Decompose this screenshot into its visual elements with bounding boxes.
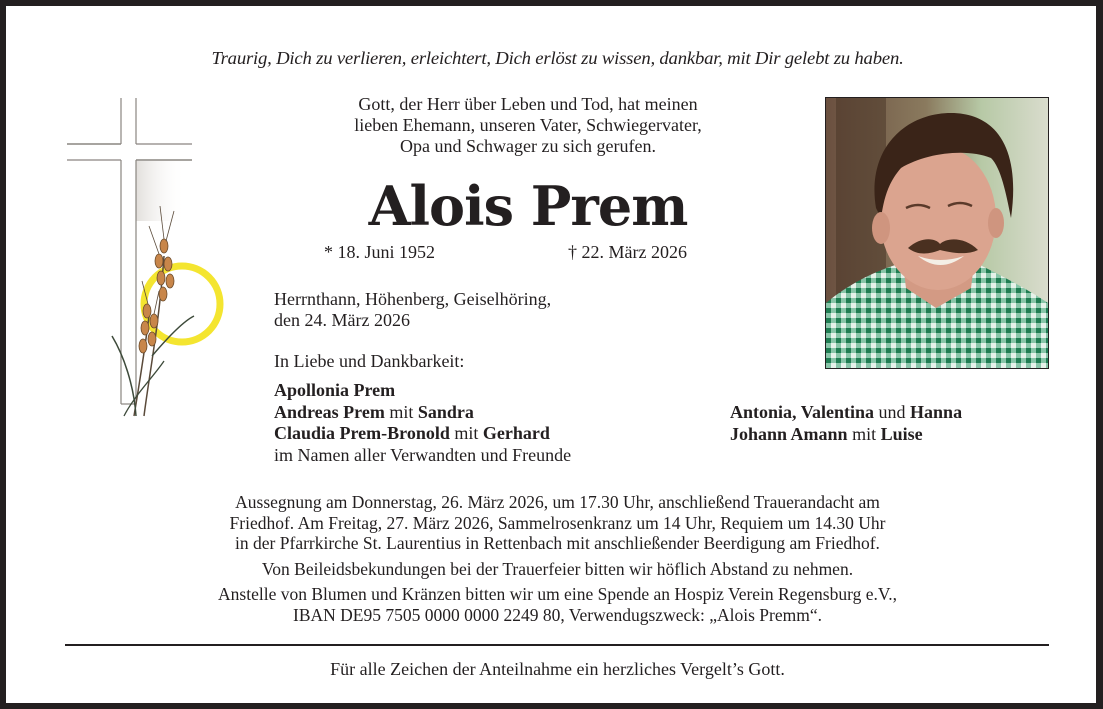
service-line: Aussegnung am Donnerstag, 26. März 2026, um 17.30 Uhr, anschließend Trauerandacht am bbox=[235, 492, 880, 512]
mourner-line bbox=[730, 402, 962, 424]
mourner-line bbox=[730, 424, 962, 446]
mourner-line bbox=[274, 402, 571, 424]
mourner-name: Apollonia Prem bbox=[274, 380, 396, 400]
mourner-name: Sandra bbox=[417, 401, 474, 422]
mourner-line bbox=[274, 423, 571, 445]
mourner-name: Claudia Prem-Bronold bbox=[274, 423, 450, 443]
service-line: Friedhof. Am Freitag, 27. März 2026, Sammelrosenkranz um 14 Uhr, Requiem um 14.30 Uhr bbox=[229, 512, 886, 533]
motto: Traurig, Dich zu verlieren, erleichtert, Dich erlöst zu wissen, dankbar, mit Dir gelebt zu haben. bbox=[211, 48, 904, 68]
mourner-name: Antonia, Valentina bbox=[730, 402, 875, 422]
service-line: in der Pfarrkirche St. Laurentius in Rettenbach mit anschließender Beerdigung am Friedhof. bbox=[235, 533, 880, 553]
mourner-name: Luise bbox=[880, 423, 923, 444]
birth-date: * 18. Juni 1952 bbox=[324, 242, 436, 262]
cross-with-wheat-icon bbox=[64, 96, 234, 426]
place-and-date bbox=[274, 289, 551, 331]
condolence-note: Von Beileidsbekundungen bei der Trauerfeier bitten wir höflich Abstand zu nehmen. bbox=[261, 558, 854, 579]
service-details bbox=[61, 492, 1054, 625]
mourner-line: im Namen aller Verwandten und Freunde bbox=[274, 444, 572, 465]
date-line: den 24. März 2026 bbox=[274, 310, 410, 330]
connector: mit bbox=[384, 401, 418, 422]
intro-text bbox=[268, 94, 788, 157]
connector: mit bbox=[847, 423, 881, 444]
love-line: In Liebe und Dankbarkeit: bbox=[274, 351, 465, 371]
deceased-name: Alois Prem bbox=[368, 174, 688, 238]
mourner-name: Hanna bbox=[910, 402, 963, 422]
mourners-left bbox=[274, 380, 571, 466]
portrait-photo bbox=[825, 97, 1049, 369]
intro-line: lieben Ehemann, unseren Vater, Schwiegervater, bbox=[354, 115, 702, 135]
donation-line: Anstelle von Blumen und Kränzen bitten wir um eine Spende an Hospiz Verein Regensburg e.V., bbox=[218, 584, 897, 604]
death-date: † 22. März 2026 bbox=[568, 242, 687, 262]
intro-line: Gott, der Herr über Leben und Tod, hat meinen bbox=[358, 94, 698, 114]
mourner-name: Andreas Prem bbox=[274, 401, 385, 422]
connector: und bbox=[874, 402, 911, 422]
mourner-name: Johann Amann bbox=[730, 423, 848, 444]
mourners-right bbox=[730, 402, 962, 445]
divider bbox=[65, 644, 1049, 646]
mourner-name: Gerhard bbox=[482, 423, 550, 443]
closing-line: Für alle Zeichen der Anteilnahme ein herzliches Vergelt’s Gott. bbox=[330, 659, 785, 679]
connector: mit bbox=[449, 423, 483, 443]
donation-line: IBAN DE95 7505 0000 0000 2249 80, Verwendugszweck: „Alois Premm“. bbox=[293, 604, 822, 625]
place-line: Herrnthann, Höhenberg, Geiselhöring, bbox=[274, 289, 552, 309]
mourner-line bbox=[274, 380, 571, 402]
intro-line: Opa und Schwager zu sich gerufen. bbox=[400, 136, 656, 156]
